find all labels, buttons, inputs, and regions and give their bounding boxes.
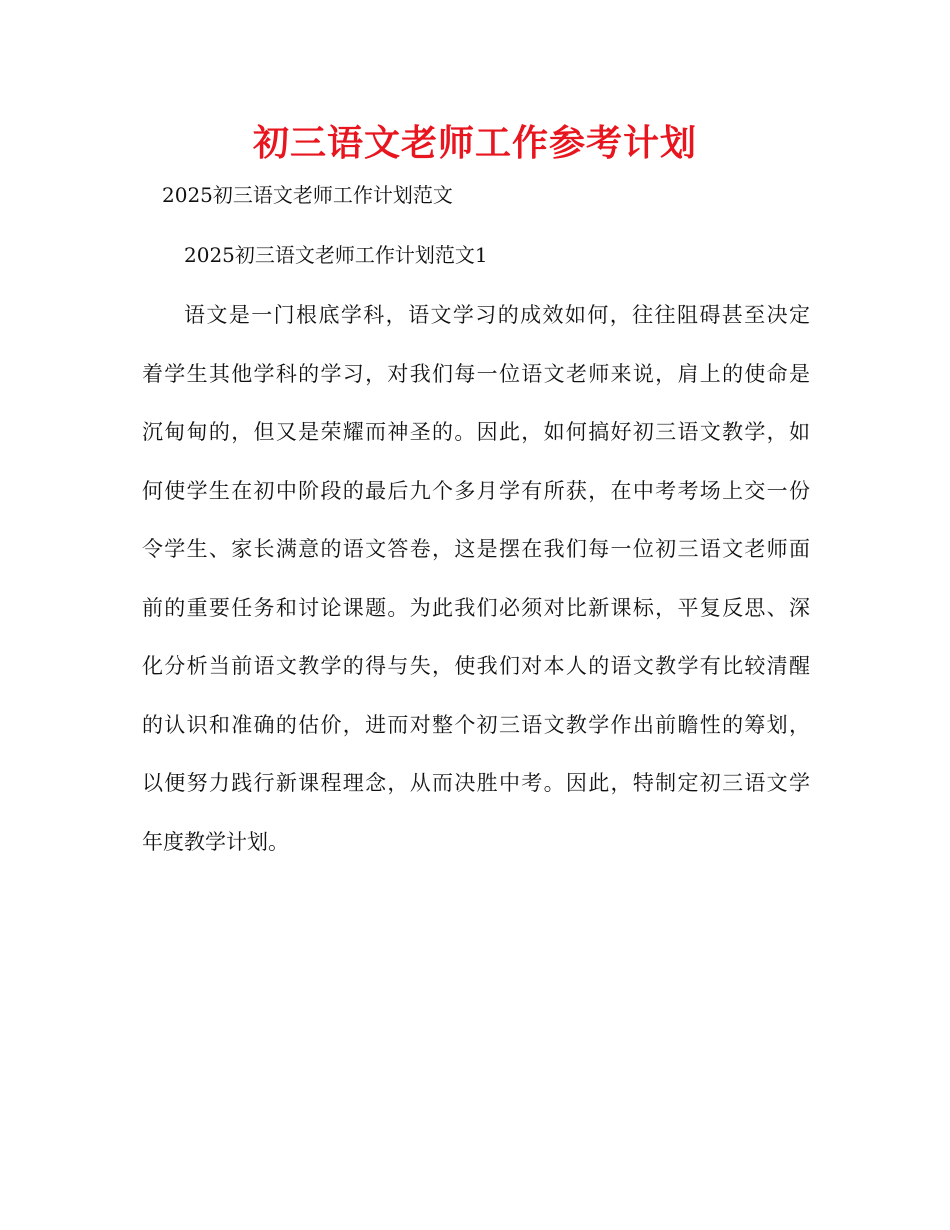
paragraph-line: 何使学生在初中阶段的最后九个多月学有所获，在中考考场上交一份 <box>142 478 810 503</box>
document-title: 初三语文老师工作参考计划 <box>252 123 697 164</box>
paragraph-line: 令学生、家长满意的语文答卷，这是摆在我们每一位初三语文老师面 <box>142 537 810 561</box>
section-heading: 2025初三语文老师工作计划范文1 <box>184 243 488 267</box>
document-subtitle: 2025初三语文老师工作计划范文 <box>162 183 453 207</box>
paragraph-line: 着学生其他学科的学习，对我们每一位语文老师来说，肩上的使命是 <box>142 361 810 386</box>
paragraph-line: 的认识和准确的估价，进而对整个初三语文教学作出前瞻性的筹划， <box>142 712 810 737</box>
paragraph-line: 沉甸甸的，但又是荣耀而神圣的。因此，如何搞好初三语文教学，如 <box>142 420 810 444</box>
paragraph-line: 化分析当前语文教学的得与失，使我们对本人的语文教学有比较清醒 <box>142 654 810 678</box>
paragraph-line: 年度教学计划。 <box>142 829 289 854</box>
body-paragraph <box>142 297 810 882</box>
paragraph-line: 以便努力践行新课程理念，从而决胜中考。因此，特制定初三语文学 <box>142 771 810 795</box>
paragraph-line: 前的重要任务和讨论课题。为此我们必须对比新课标，平复反思、深 <box>142 595 810 620</box>
paragraph-line: 语文是一门根底学科，语文学习的成效如何，往往阻碍甚至决定 <box>184 303 810 327</box>
